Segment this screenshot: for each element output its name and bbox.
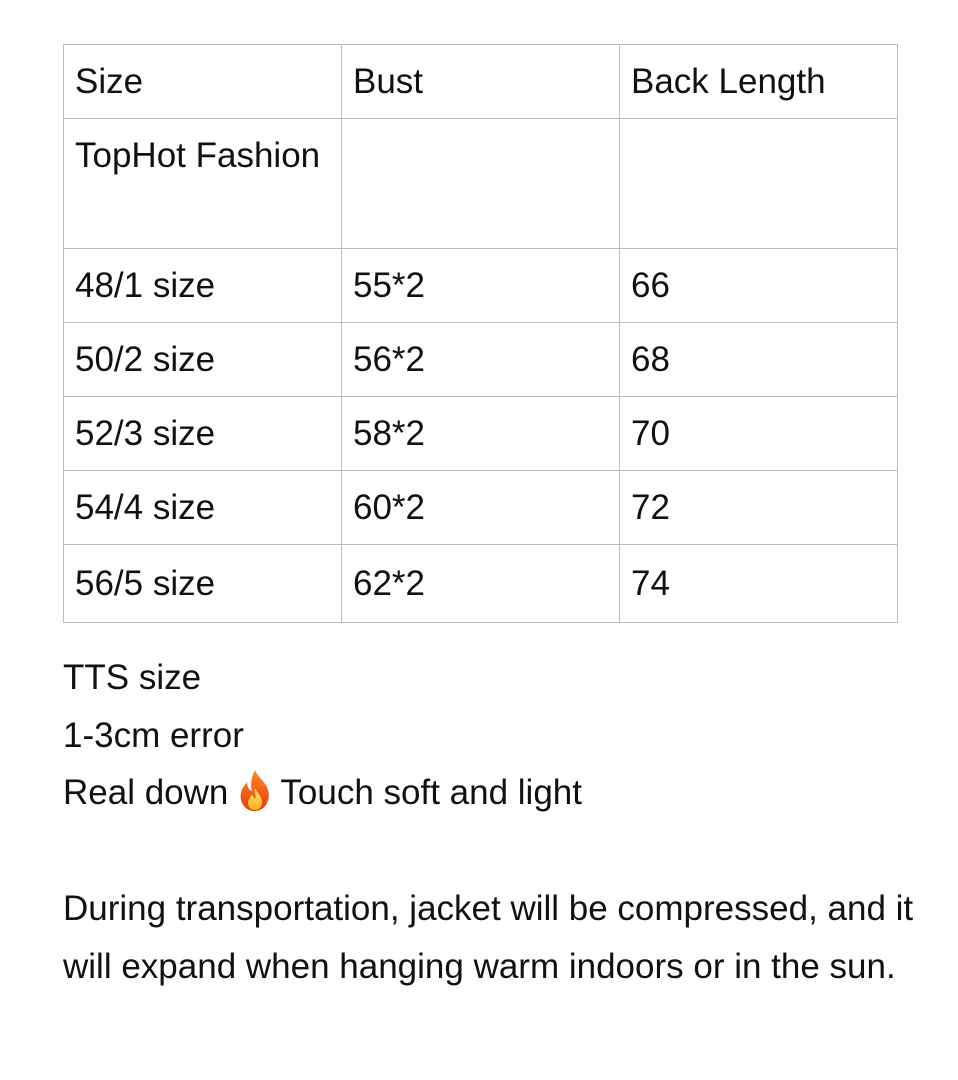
size-cell: 56/5 size [64,545,342,623]
size-cell: 52/3 size [64,397,342,471]
header-size: Size [64,45,342,119]
size-cell: 54/4 size [64,471,342,545]
back-length-cell: 74 [620,545,898,623]
note-real-down [63,764,923,822]
table-row [64,397,898,471]
transport-paragraph: During transportation, jacket will be compressed, and it will expand when hanging warm indoors or in the sun. [63,889,914,986]
table-header-row [64,45,898,119]
empty-cell [342,119,620,249]
empty-cell [620,119,898,249]
back-length-cell: 66 [620,249,898,323]
note-error: 1-3cm error [63,715,244,755]
table-row [64,545,898,623]
table-brand-row [64,119,898,249]
size-cell: 48/1 size [64,249,342,323]
header-back-length: Back Length [620,45,898,119]
table-row [64,249,898,323]
back-length-cell: 72 [620,471,898,545]
fire-icon [232,768,278,814]
note-tts: TTS size [63,658,202,697]
header-bust: Bust [342,45,620,119]
back-length-cell: 70 [620,397,898,471]
size-cell: 50/2 size [64,323,342,397]
note-real-down-text: Real down [63,773,229,812]
bust-cell: 62*2 [342,545,620,623]
bust-cell: 58*2 [342,397,620,471]
table-row [64,471,898,545]
note-touch-text: Touch soft and light [280,773,582,812]
brand-name: TopHot Fashion [64,119,342,249]
bust-cell: 56*2 [342,323,620,397]
back-length-cell: 68 [620,323,898,397]
bust-cell: 55*2 [342,249,620,323]
size-chart-table [63,44,898,623]
notes-block [63,649,923,822]
table-row [64,323,898,397]
bust-cell: 60*2 [342,471,620,545]
